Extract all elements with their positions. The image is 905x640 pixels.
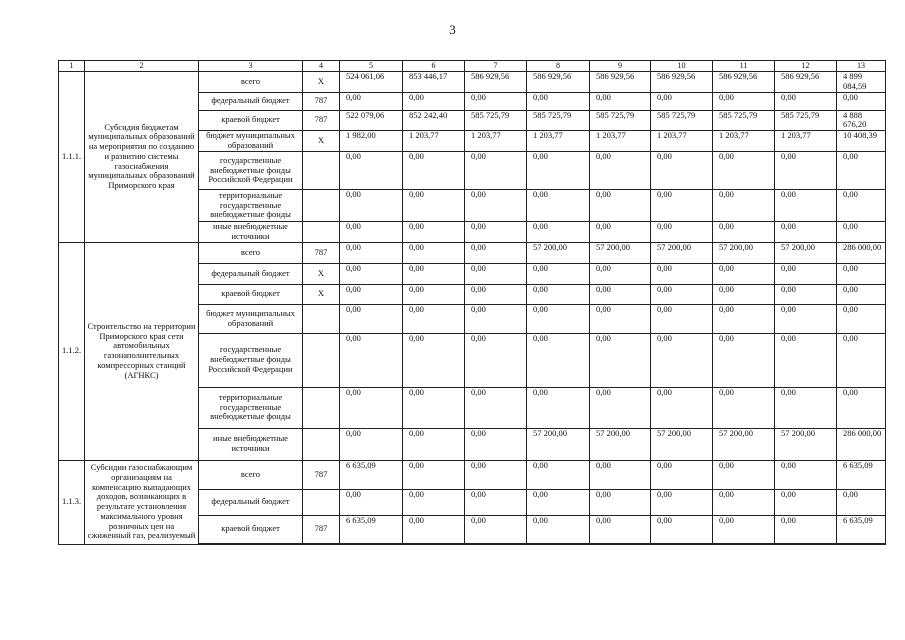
amount-cell: 0,00 — [527, 333, 590, 387]
funding-source: государственные внебюджетные фонды Российской Федерации — [199, 152, 303, 190]
amount-cell: 0,00 — [340, 304, 403, 333]
amount-cell: 1 203,77 — [403, 131, 465, 152]
amount-cell: 0,00 — [403, 222, 465, 243]
funding-source: территориальные государственные внебюджетные фонды — [199, 387, 303, 428]
amount-cell: 0,00 — [837, 387, 886, 428]
funding-source: всего — [199, 242, 303, 263]
amount-cell: 0,00 — [527, 284, 590, 304]
amount-cell: 0,00 — [837, 92, 886, 110]
amount-cell: 0,00 — [713, 333, 775, 387]
amount-cell: 0,00 — [775, 284, 837, 304]
amount-cell: 0,00 — [465, 515, 527, 544]
amount-cell: 0,00 — [837, 152, 886, 190]
budget-code — [303, 428, 340, 460]
amount-cell: 57 200,00 — [775, 428, 837, 460]
amount-cell: 0,00 — [590, 333, 651, 387]
amount-cell: 0,00 — [465, 333, 527, 387]
amount-cell: 0,00 — [527, 222, 590, 243]
amount-cell: 1 203,77 — [775, 131, 837, 152]
amount-cell: 853 446,17 — [403, 72, 465, 93]
amount-cell: 0,00 — [590, 489, 651, 515]
amount-cell: 0,00 — [713, 489, 775, 515]
amount-cell: 0,00 — [465, 222, 527, 243]
header-row — [59, 61, 886, 72]
budget-code: 787 — [303, 460, 340, 489]
amount-cell: 0,00 — [775, 515, 837, 544]
amount-cell: 0,00 — [527, 489, 590, 515]
amount-cell: 6 635,09 — [340, 460, 403, 489]
amount-cell: 586 929,56 — [775, 72, 837, 93]
amount-cell: 0,00 — [713, 515, 775, 544]
amount-cell: 585 725,79 — [465, 110, 527, 131]
funding-source: федеральный бюджет — [199, 489, 303, 515]
amount-cell: 57 200,00 — [590, 428, 651, 460]
amount-cell: 0,00 — [775, 92, 837, 110]
amount-cell: 0,00 — [465, 242, 527, 263]
amount-cell: 57 200,00 — [527, 428, 590, 460]
amount-cell: 0,00 — [713, 152, 775, 190]
funding-source: иные внебюджетные источники — [199, 428, 303, 460]
amount-cell: 0,00 — [590, 152, 651, 190]
amount-cell: 0,00 — [403, 263, 465, 284]
amount-cell: 0,00 — [651, 284, 713, 304]
header-cell: 13 — [837, 61, 886, 72]
amount-cell: 1 203,77 — [651, 131, 713, 152]
amount-cell: 0,00 — [403, 284, 465, 304]
header-cell: 8 — [527, 61, 590, 72]
amount-cell: 0,00 — [340, 489, 403, 515]
amount-cell: 286 000,00 — [837, 242, 886, 263]
section-name: Субсидия бюджетам муниципальных образований на мероприятия по созданию и развитию системы газоснабжения муниципальных образований Приморского края — [85, 72, 199, 243]
budget-code: X — [303, 263, 340, 284]
amount-cell: 0,00 — [527, 387, 590, 428]
section-number: 1.1.3. — [59, 460, 85, 544]
amount-cell: 286 000,00 — [837, 428, 886, 460]
amount-cell: 522 079,06 — [340, 110, 403, 131]
amount-cell: 57 200,00 — [775, 242, 837, 263]
amount-cell: 0,00 — [775, 304, 837, 333]
amount-cell: 0,00 — [340, 222, 403, 243]
amount-cell: 0,00 — [837, 304, 886, 333]
amount-cell: 0,00 — [527, 263, 590, 284]
funding-source: иные внебюджетные источники — [199, 222, 303, 243]
funding-source: бюджет муниципальных образований — [199, 304, 303, 333]
amount-cell: 0,00 — [837, 333, 886, 387]
header-cell: 5 — [340, 61, 403, 72]
amount-cell: 0,00 — [465, 428, 527, 460]
amount-cell: 0,00 — [590, 284, 651, 304]
amount-cell: 6 635,09 — [837, 460, 886, 489]
amount-cell: 0,00 — [713, 190, 775, 222]
amount-cell: 0,00 — [775, 489, 837, 515]
amount-cell: 57 200,00 — [651, 242, 713, 263]
budget-code: 787 — [303, 92, 340, 110]
funding-source: федеральный бюджет — [199, 92, 303, 110]
amount-cell: 0,00 — [775, 152, 837, 190]
amount-cell: 0,00 — [590, 460, 651, 489]
header-cell: 4 — [303, 61, 340, 72]
amount-cell: 0,00 — [527, 92, 590, 110]
amount-cell: 586 929,56 — [527, 72, 590, 93]
amount-cell: 852 242,40 — [403, 110, 465, 131]
amount-cell: 585 725,79 — [590, 110, 651, 131]
amount-cell: 0,00 — [837, 284, 886, 304]
amount-cell: 0,00 — [651, 222, 713, 243]
amount-cell: 0,00 — [403, 515, 465, 544]
amount-cell: 0,00 — [527, 515, 590, 544]
amount-cell: 0,00 — [340, 152, 403, 190]
amount-cell: 0,00 — [340, 333, 403, 387]
amount-cell: 0,00 — [465, 190, 527, 222]
funding-source: краевой бюджет — [199, 515, 303, 544]
amount-cell: 6 635,09 — [837, 515, 886, 544]
amount-cell: 0,00 — [651, 263, 713, 284]
amount-cell: 0,00 — [340, 92, 403, 110]
budget-table — [58, 60, 886, 545]
amount-cell: 0,00 — [775, 263, 837, 284]
funding-source: бюджет муниципальных образований — [199, 131, 303, 152]
amount-cell: 0,00 — [340, 428, 403, 460]
budget-code: X — [303, 131, 340, 152]
amount-cell: 0,00 — [403, 152, 465, 190]
amount-cell: 0,00 — [465, 152, 527, 190]
section-number: 1.1.1. — [59, 72, 85, 243]
budget-code — [303, 222, 340, 243]
amount-cell: 0,00 — [651, 190, 713, 222]
amount-cell: 1 203,77 — [527, 131, 590, 152]
funding-source: всего — [199, 460, 303, 489]
amount-cell: 0,00 — [340, 190, 403, 222]
amount-cell: 0,00 — [403, 489, 465, 515]
amount-cell: 1 203,77 — [713, 131, 775, 152]
budget-code — [303, 304, 340, 333]
amount-cell: 0,00 — [590, 92, 651, 110]
amount-cell: 57 200,00 — [713, 428, 775, 460]
amount-cell: 0,00 — [590, 222, 651, 243]
amount-cell: 0,00 — [775, 190, 837, 222]
section-name: Строительство на территории Приморского края сети автомобильных газонаполнительных компрессорных станций (АГНКС) — [85, 242, 199, 460]
budget-code — [303, 152, 340, 190]
amount-cell: 0,00 — [403, 387, 465, 428]
amount-cell: 0,00 — [590, 304, 651, 333]
amount-cell: 0,00 — [340, 263, 403, 284]
amount-cell: 0,00 — [403, 304, 465, 333]
amount-cell: 0,00 — [465, 460, 527, 489]
amount-cell: 0,00 — [403, 190, 465, 222]
header-cell: 10 — [651, 61, 713, 72]
amount-cell: 585 725,79 — [775, 110, 837, 131]
amount-cell: 0,00 — [590, 190, 651, 222]
amount-cell: 10 408,39 — [837, 131, 886, 152]
amount-cell: 586 929,56 — [713, 72, 775, 93]
amount-cell: 0,00 — [775, 222, 837, 243]
amount-cell: 4 899 084,59 — [837, 72, 886, 93]
amount-cell: 0,00 — [713, 387, 775, 428]
budget-code: 787 — [303, 515, 340, 544]
amount-cell: 57 200,00 — [527, 242, 590, 263]
amount-cell: 0,00 — [775, 387, 837, 428]
budget-code: 787 — [303, 110, 340, 131]
amount-cell: 0,00 — [340, 387, 403, 428]
amount-cell: 0,00 — [713, 222, 775, 243]
amount-cell: 0,00 — [651, 460, 713, 489]
amount-cell: 0,00 — [837, 489, 886, 515]
header-cell: 3 — [199, 61, 303, 72]
budget-code — [303, 489, 340, 515]
amount-cell: 0,00 — [527, 190, 590, 222]
amount-cell: 0,00 — [465, 284, 527, 304]
header-cell: 11 — [713, 61, 775, 72]
budget-code: X — [303, 284, 340, 304]
amount-cell: 0,00 — [590, 515, 651, 544]
amount-cell: 0,00 — [651, 152, 713, 190]
amount-cell: 586 929,56 — [590, 72, 651, 93]
budget-code — [303, 387, 340, 428]
amount-cell: 0,00 — [340, 284, 403, 304]
amount-cell: 0,00 — [651, 515, 713, 544]
amount-cell: 0,00 — [527, 304, 590, 333]
amount-cell: 0,00 — [651, 387, 713, 428]
amount-cell: 0,00 — [527, 460, 590, 489]
amount-cell: 586 929,56 — [465, 72, 527, 93]
amount-cell: 57 200,00 — [590, 242, 651, 263]
budget-code: X — [303, 72, 340, 93]
amount-cell: 585 725,79 — [651, 110, 713, 131]
budget-code — [303, 190, 340, 222]
amount-cell: 57 200,00 — [713, 242, 775, 263]
amount-cell: 0,00 — [651, 304, 713, 333]
amount-cell: 0,00 — [713, 284, 775, 304]
amount-cell: 0,00 — [837, 190, 886, 222]
header-cell: 1 — [59, 61, 85, 72]
amount-cell: 524 061,06 — [340, 72, 403, 93]
funding-source: территориальные государственные внебюджетные фонды — [199, 190, 303, 222]
amount-cell: 0,00 — [403, 428, 465, 460]
table-row — [59, 242, 886, 263]
amount-cell: 0,00 — [403, 460, 465, 489]
budget-code: 787 — [303, 242, 340, 263]
amount-cell: 0,00 — [590, 387, 651, 428]
amount-cell: 0,00 — [403, 92, 465, 110]
funding-source: краевой бюджет — [199, 110, 303, 131]
amount-cell: 585 725,79 — [713, 110, 775, 131]
amount-cell: 0,00 — [837, 222, 886, 243]
amount-cell: 0,00 — [651, 92, 713, 110]
amount-cell: 0,00 — [403, 242, 465, 263]
funding-source: государственные внебюджетные фонды Российской Федерации — [199, 333, 303, 387]
amount-cell: 0,00 — [651, 489, 713, 515]
amount-cell: 586 929,56 — [651, 72, 713, 93]
amount-cell: 1 203,77 — [465, 131, 527, 152]
amount-cell: 0,00 — [837, 263, 886, 284]
budget-code — [303, 333, 340, 387]
amount-cell: 0,00 — [465, 489, 527, 515]
header-cell: 12 — [775, 61, 837, 72]
amount-cell: 0,00 — [403, 333, 465, 387]
amount-cell: 0,00 — [527, 152, 590, 190]
table-body — [59, 61, 886, 545]
amount-cell: 0,00 — [590, 263, 651, 284]
table-row — [59, 460, 886, 489]
section-name: Субсидии газоснабжающим организациям на компенсацию выпадающих доходов, возникающих в результате установления максимального уровня розничных цен на сжиженный газ, реализуемый — [85, 460, 199, 544]
amount-cell: 57 200,00 — [651, 428, 713, 460]
table-row — [59, 72, 886, 93]
header-cell: 9 — [590, 61, 651, 72]
funding-source: всего — [199, 72, 303, 93]
amount-cell: 0,00 — [713, 304, 775, 333]
amount-cell: 4 888 676,20 — [837, 110, 886, 131]
header-cell: 7 — [465, 61, 527, 72]
amount-cell: 0,00 — [713, 460, 775, 489]
amount-cell: 6 635,09 — [340, 515, 403, 544]
amount-cell: 1 203,77 — [590, 131, 651, 152]
amount-cell: 0,00 — [775, 333, 837, 387]
amount-cell: 0,00 — [465, 92, 527, 110]
amount-cell: 0,00 — [340, 242, 403, 263]
amount-cell: 0,00 — [713, 263, 775, 284]
amount-cell: 0,00 — [775, 460, 837, 489]
amount-cell: 1 982,00 — [340, 131, 403, 152]
amount-cell: 0,00 — [465, 387, 527, 428]
amount-cell: 0,00 — [651, 333, 713, 387]
amount-cell: 0,00 — [465, 263, 527, 284]
page-number: 3 — [449, 22, 456, 37]
funding-source: федеральный бюджет — [199, 263, 303, 284]
funding-source: краевой бюджет — [199, 284, 303, 304]
amount-cell: 0,00 — [465, 304, 527, 333]
header-cell: 6 — [403, 61, 465, 72]
section-number: 1.1.2. — [59, 242, 85, 460]
header-cell: 2 — [85, 61, 199, 72]
amount-cell: 585 725,79 — [527, 110, 590, 131]
amount-cell: 0,00 — [713, 92, 775, 110]
